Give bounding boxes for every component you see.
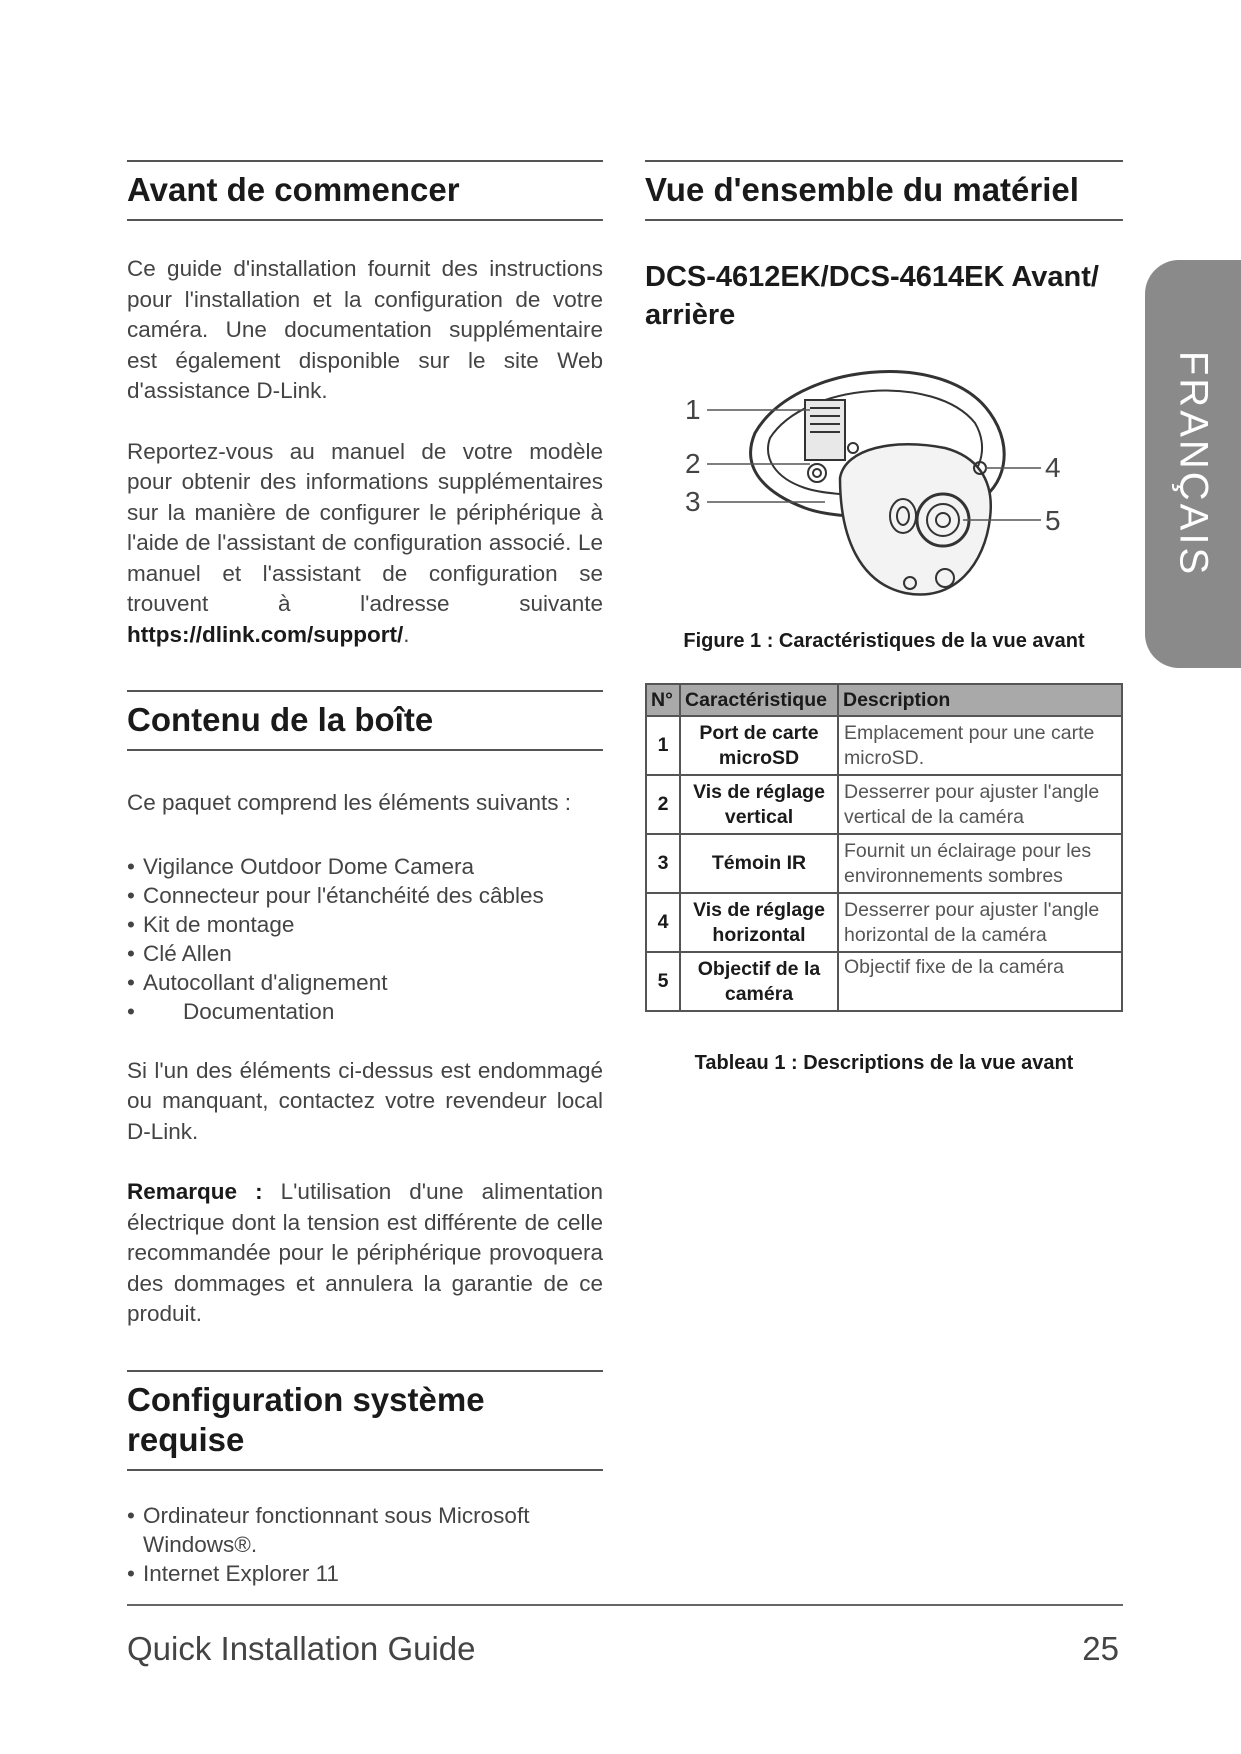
support-link[interactable]: https://dlink.com/support/ (127, 621, 404, 647)
row-feature: Objectif de la caméra (680, 952, 838, 1011)
list-item: • Clé Allen (127, 939, 603, 968)
callout-1: 1 (685, 394, 701, 425)
list-item: • Autocollant d'alignement (127, 968, 603, 997)
section-heading-contenu: Contenu de la boîte (127, 701, 434, 738)
row-description: Fournit un éclairage pour les environnements sombres (838, 834, 1122, 893)
section-contenu (127, 690, 603, 751)
config-list (127, 1501, 603, 1588)
section-heading-materiel: Vue d'ensemble du matériel (645, 171, 1079, 208)
section-materiel (645, 160, 1123, 221)
list-item: • Vigilance Outdoor Dome Camera (127, 852, 603, 881)
section-heading-avant: Avant de commencer (127, 171, 460, 208)
row-feature: Vis de réglage vertical (680, 775, 838, 834)
table-row (646, 775, 1122, 834)
row-description: Objectif fixe de la caméra (838, 952, 1122, 1011)
row-feature: Port de carte microSD (680, 716, 838, 775)
callout-5: 5 (1045, 505, 1061, 536)
table-row (646, 834, 1122, 893)
language-tab (1145, 260, 1241, 668)
callout-2: 2 (685, 448, 701, 479)
avant-paragraph-2 (127, 437, 603, 651)
table-caption: Tableau 1 : Descriptions de la vue avant (694, 1052, 1074, 1074)
row-description: Desserrer pour ajuster l'angle vertical de la caméra (838, 775, 1122, 834)
contenu-intro: Ce paquet comprend les éléments suivants : (127, 790, 571, 815)
contenu-note (127, 1177, 603, 1330)
table-header-row (646, 684, 1122, 716)
figure-caption: Figure 1 : Caractéristiques de la vue avant (683, 630, 1085, 652)
section-avant (127, 160, 603, 221)
camera-figure (645, 338, 1123, 628)
avant-p2-end: . (403, 621, 410, 647)
row-number: 4 (646, 893, 680, 952)
list-item: • Documentation (127, 997, 603, 1026)
row-number: 2 (646, 775, 680, 834)
right-column (645, 160, 1123, 1075)
table-row (646, 952, 1122, 1011)
section-config (127, 1370, 603, 1471)
row-description: Emplacement pour une carte microSD. (838, 716, 1122, 775)
config-item-1: Ordinateur fonctionnant sous Microsoft Windows®. (143, 1502, 530, 1557)
row-number: 1 (646, 716, 680, 775)
table-row (646, 893, 1122, 952)
language-tab-label: FRANÇAIS (1171, 350, 1216, 578)
note-label: Remarque : (127, 1179, 263, 1204)
row-feature: Témoin IR (680, 834, 838, 893)
row-description: Desserrer pour ajuster l'angle horizontal de la caméra (838, 893, 1122, 952)
left-column (127, 160, 603, 1588)
footer-title: Quick Installation Guide (127, 1630, 476, 1667)
avant-p2-text: Reportez-vous au manuel de votre modèle pour obtenir des informations supplémentaires sur la manière de configurer le périphérique à l'aide de l'assistant de configuration associé. Le manuel et l'assistant de configuration se trouvent à l'adresse suivante (127, 438, 603, 616)
contenu-list (127, 852, 603, 1026)
table-header: Caractéristique (680, 684, 838, 716)
avant-paragraph-1: Ce guide d'installation fournit des instructions pour l'installation et la configuration de votre caméra. Une documentation supplémentaire est également disponible sur le site Web d'assistance D-Link. (127, 256, 603, 403)
list-item (127, 1501, 603, 1559)
row-feature: Vis de réglage horizontal (680, 893, 838, 952)
contenu-damaged: Si l'un des éléments ci-dessus est endommagé ou manquant, contactez votre revendeur local D-Link. (127, 1057, 603, 1144)
callout-4: 4 (1045, 452, 1061, 483)
model-subheading: DCS-4612EK/DCS-4614EK Avant/ arrière (645, 261, 1099, 331)
note-text: L'utilisation d'une alimentation électrique dont la tension est différente de celle recommandée pour le périphérique provoquera des dommages et annulera la garantie de ce produit. (127, 1179, 603, 1326)
list-item: • Connecteur pour l'étanchéité des câbles (127, 881, 603, 910)
list-item: • Internet Explorer 11 (127, 1559, 603, 1588)
row-number: 5 (646, 952, 680, 1011)
callout-3: 3 (685, 486, 701, 517)
list-item: • Kit de montage (127, 910, 603, 939)
footer-divider (127, 1604, 1123, 1606)
row-number: 3 (646, 834, 680, 893)
page-number: 25 (1082, 1630, 1119, 1667)
section-heading-config: Configuration système requise (127, 1380, 485, 1458)
table-header: Description (838, 684, 1122, 716)
table-row (646, 716, 1122, 775)
table-header: N° (646, 684, 680, 716)
camera-illustration (751, 372, 1005, 595)
features-table (645, 683, 1123, 1012)
